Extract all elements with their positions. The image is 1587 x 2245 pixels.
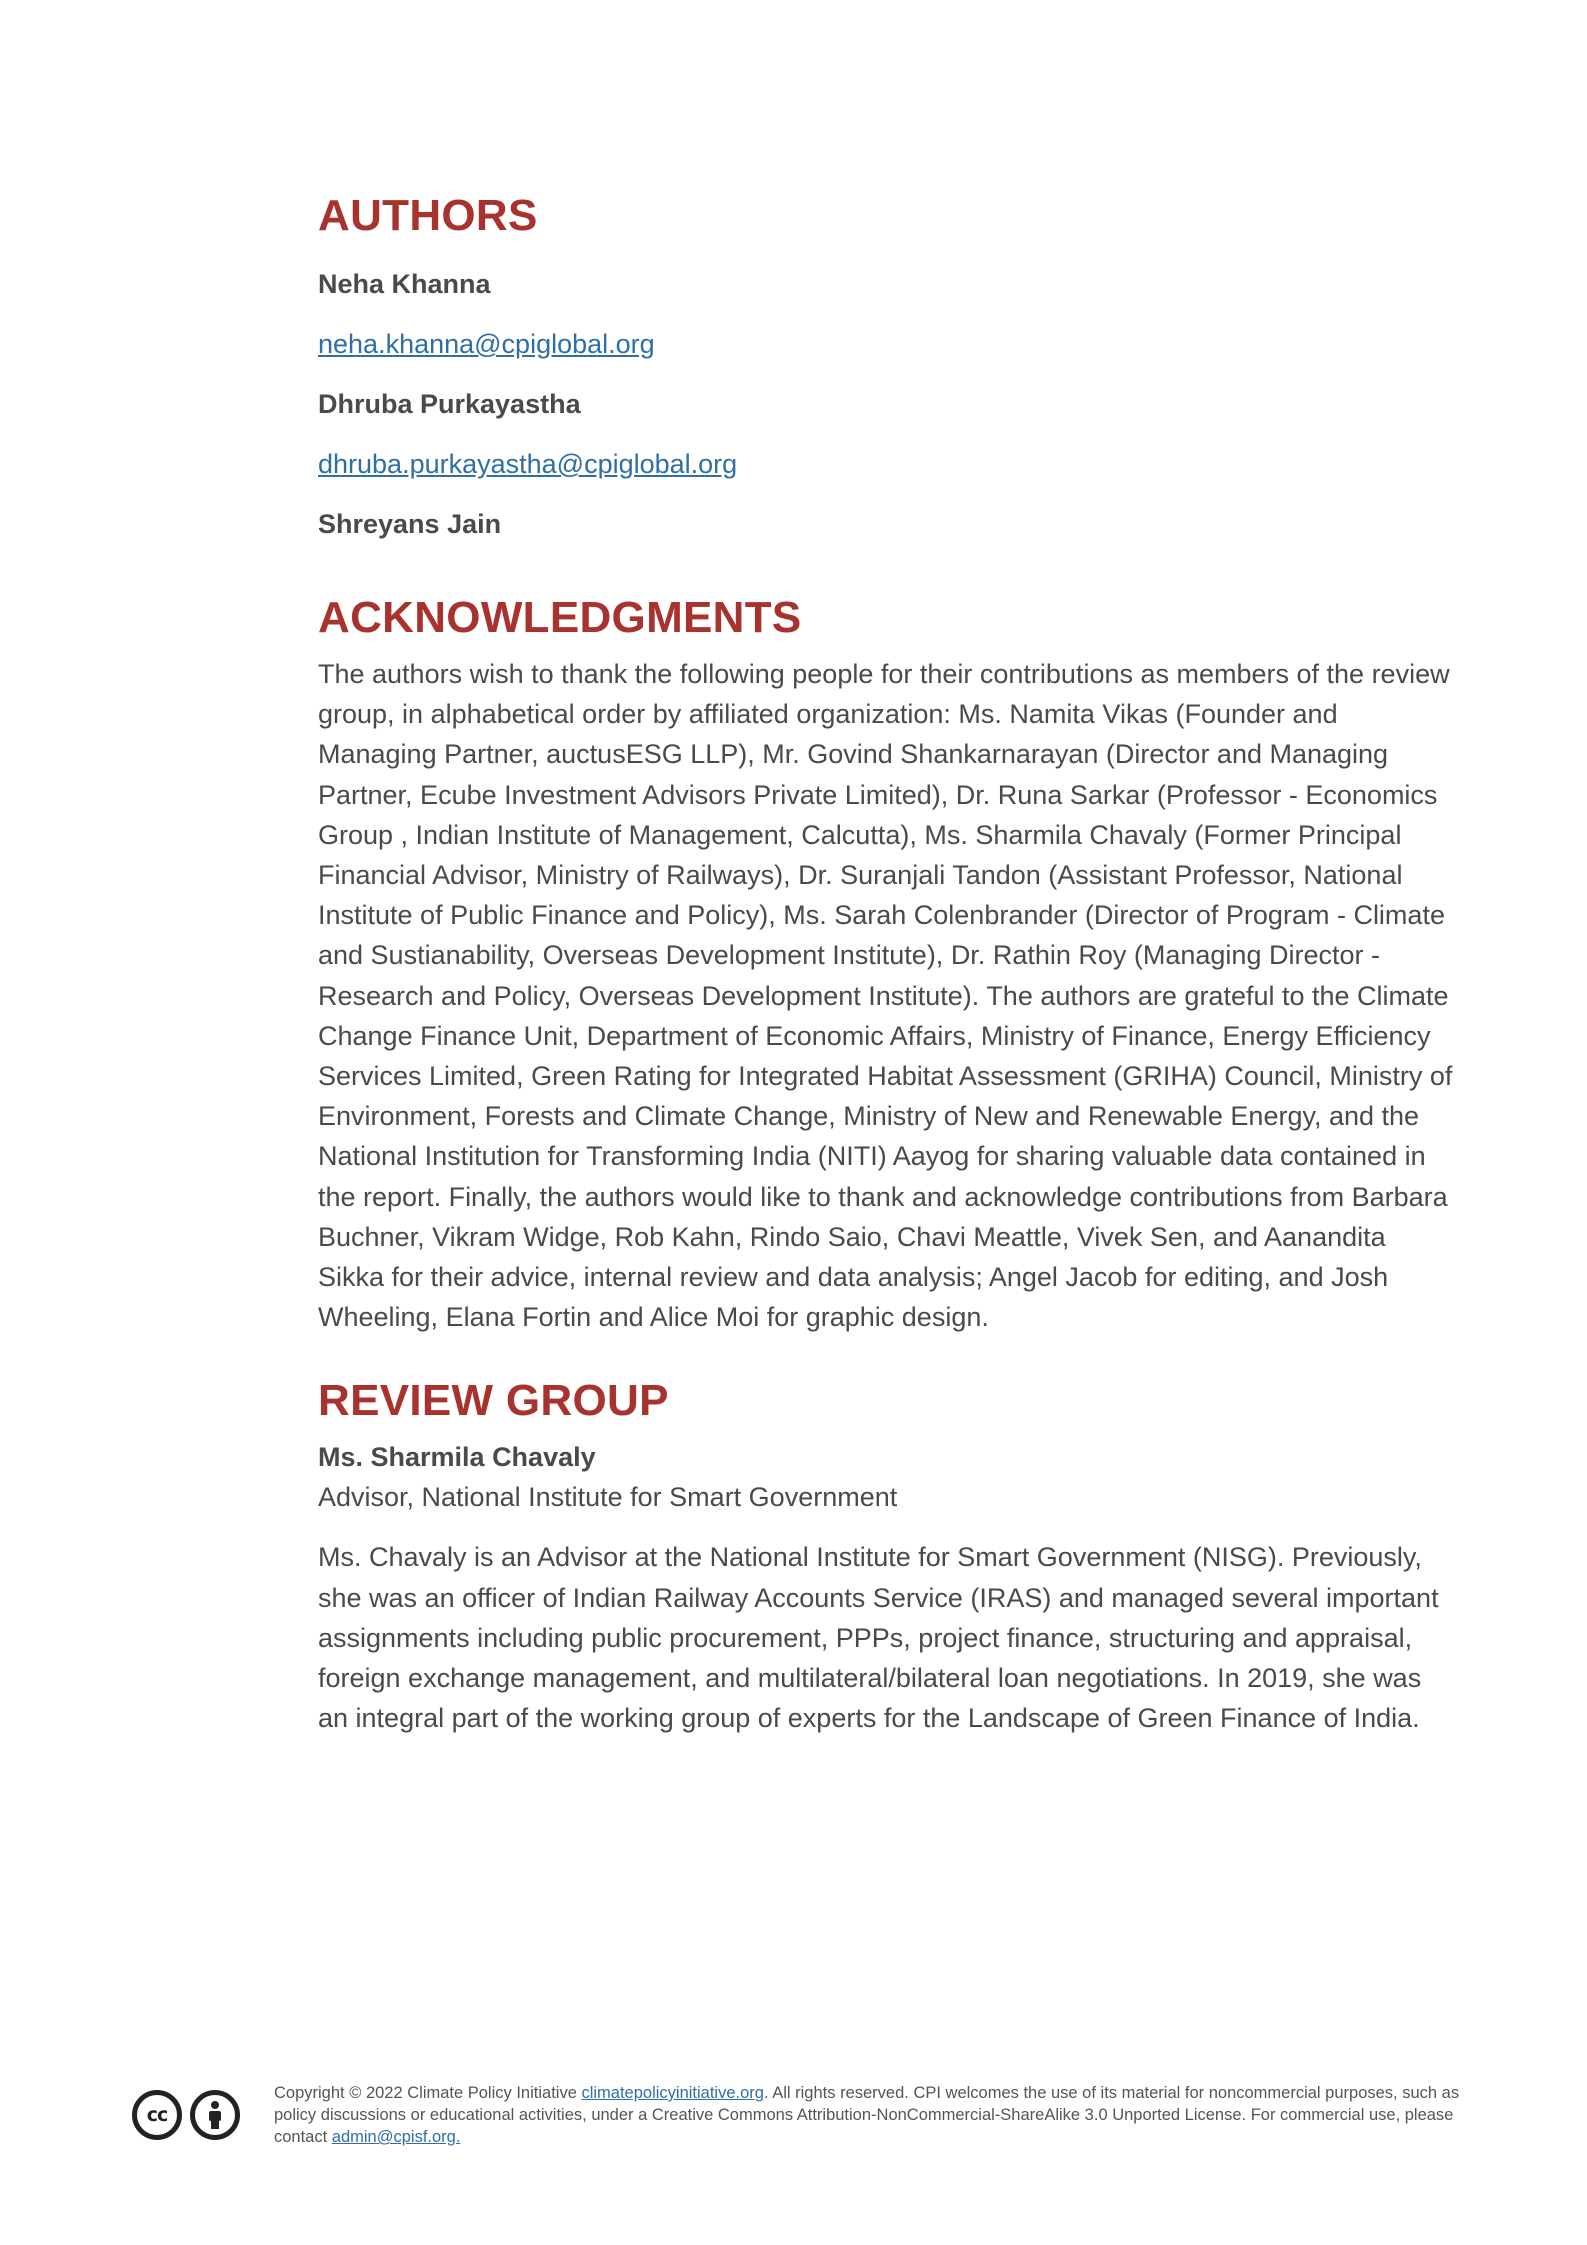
review-group-section [318,1375,1458,1738]
reviewer-name: Ms. Sharmila Chavaly [318,1442,596,1473]
authors-heading: AUTHORS [318,191,538,240]
author-name: Dhruba Purkayastha [318,389,581,419]
license-icons [132,2090,262,2140]
authors-list [318,254,1458,554]
author-email-link[interactable]: neha.khanna@cpiglobal.org [318,329,655,359]
author-name-row [318,254,1458,314]
creative-commons-icon: cc [132,2090,182,2140]
author-email-row [318,434,1458,494]
contact-email-link[interactable]: admin@cpisf.org. [331,2128,461,2146]
copyright-prefix: Copyright © 2022 Climate Policy Initiative [274,2084,582,2102]
author-name-row [318,374,1458,434]
author-name: Neha Khanna [318,269,491,299]
person-icon [201,2100,229,2130]
reviewer-role: Advisor, National Institute for Smart Government [318,1482,898,1513]
footer [132,2082,1462,2148]
website-link[interactable]: climatepolicyinitiative.org [581,2084,764,2102]
document-page [318,190,1458,1738]
acknowledgments-section [318,592,1458,1337]
copyright-middle: . All rights reserved. CPI welcomes the use of its material for noncommercial purposes, such as policy discussions or educational activities, under a Creative Commons Attribution-NonCommercial-ShareAlike 3.0 Unported License. For commercial use, please contact [274,2084,1460,2146]
authors-section [318,190,1458,554]
author-email-row [318,314,1458,374]
reviewer-bio: Ms. Chavaly is an Advisor at the National Institute for Smart Government (NISG). Previously, she was an officer of Indian Railway Accounts Service (IRAS) and managed several important assignments including public procurement, PPPs, project finance, structuring and appraisal, foreign exchange management, and multilateral/bilateral loan negotiations. In 2019, she was an integral part of the working group of experts for the Landscape of Green Finance of India. [318,1542,1439,1734]
author-name-row [318,494,1458,554]
copyright-notice [274,2082,1462,2148]
author-email-link[interactable]: dhruba.purkayastha@cpiglobal.org [318,449,738,479]
acknowledgments-heading: ACKNOWLEDGMENTS [318,593,802,642]
review-group-heading: REVIEW GROUP [318,1376,669,1426]
author-name: Shreyans Jain [318,509,502,539]
attribution-person-icon [190,2090,240,2140]
acknowledgments-paragraph: The authors wish to thank the following people for their contributions as members of the review group, in alphabetical order by affiliated organization: Ms. Namita Vikas (Founder and Managing Partner, auctusESG LLP), Mr. Govind Shankarnarayan (Director and Managing Partner, Ecube Investment Advisors Private Limited), Dr. Runa Sarkar (Professor - Economics Group , Indian Institute of Management, Calcutta), Ms. Sharmila Chavaly (Former Principal Financial Advisor, Ministry of Railways), Dr. Suranjali Tandon (Assistant Professor, National Institute of Public Finance and Policy), Ms. Sarah Colenbrander (Director of Program - Climate and Sustianability, Overseas Development Institute), Dr. Rathin Roy (Managing Director - Research and Policy, Overseas Development Institute). The authors are grateful to the Climate Change Finance Unit, Department of Economic Affairs, Ministry of Finance, Energy Efficiency Services Limited, Green Rating for Integrated Habitat Assessment (GRIHA) Council, Ministry of Environment, Forests and Climate Change, Ministry of New and Renewable Energy, and the National Institution for Transforming India (NITI) Aayog for sharing valuable data contained in the report. Finally, the authors would like to thank and acknowledge contributions from Barbara Buchner, Vikram Widge, Rob Kahn, Rindo Saio, Chavi Meattle, Vivek Sen, and Aanandita Sikka for their advice, internal review and data analysis; Angel Jacob for editing, and Josh Wheeling, Elana Fortin and Alice Moi for graphic design. [318,659,1453,1333]
